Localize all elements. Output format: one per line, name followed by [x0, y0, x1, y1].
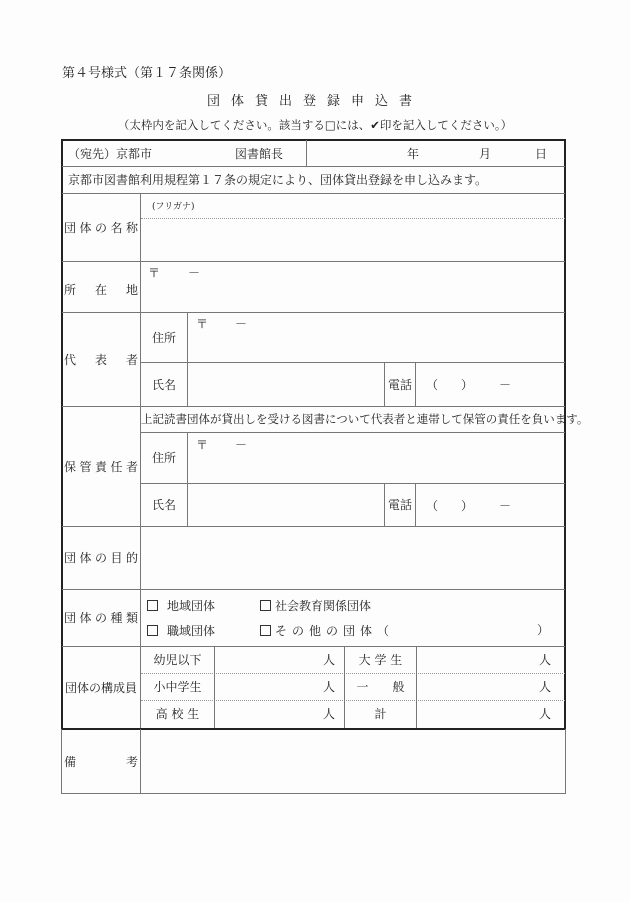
member-count-input[interactable]: 人 — [322, 707, 335, 721]
option-label: 職域団体 — [167, 623, 216, 638]
cust-postal-mark-icon: 〒 — [196, 438, 209, 452]
option-label: 社会教育関係団体 — [275, 598, 372, 613]
addressee-office: 図書館長 — [235, 146, 284, 161]
group-type-label: 団 体 の 種 類 — [64, 611, 138, 625]
group-name-label: 団 体 の 名 称 — [64, 220, 138, 235]
type-option-social-education[interactable] — [260, 596, 371, 614]
location-label: 所 在 地 — [64, 283, 138, 297]
purpose-label: 団 体 の 目 的 — [64, 551, 138, 565]
member-count-input[interactable]: 人 — [538, 680, 551, 694]
type-option-regional[interactable] — [147, 596, 215, 614]
members-label: 団体の構成員 — [64, 680, 137, 695]
member-count-input[interactable]: 人 — [538, 707, 551, 721]
rep-phone-label: 電話 — [387, 377, 412, 392]
location-input[interactable] — [141, 262, 565, 312]
date-field[interactable] — [307, 140, 564, 166]
date-month-label: 月 — [479, 146, 492, 161]
addressee-prefix: （宛先）京都市 — [68, 146, 153, 161]
option-label: その他の団体（ — [275, 623, 395, 638]
rep-phone-open: （ — [426, 378, 439, 392]
purpose-input[interactable] — [141, 527, 565, 589]
member-count-input[interactable]: 人 — [322, 680, 335, 694]
member-category-label: 計 — [374, 707, 387, 721]
form-number: 第４号様式（第１７条関係） — [62, 66, 232, 81]
cust-phone-label: 電話 — [387, 498, 412, 512]
member-category-label: 一 般 — [356, 680, 405, 694]
remarks-input[interactable] — [141, 730, 565, 793]
cust-name-input[interactable] — [188, 484, 384, 526]
postal-dash: － — [188, 266, 201, 280]
member-category-label: 高 校 生 — [155, 707, 200, 721]
cust-name-label: 氏名 — [151, 498, 176, 512]
checkbox-icon[interactable] — [260, 600, 271, 611]
checkbox-icon[interactable] — [260, 625, 271, 636]
cust-phone-dash: － — [499, 498, 512, 513]
custodian-statement: 上記読書団体が貸出しを受ける図書について代表者と連帯して保管の責任を負います。 — [141, 412, 589, 426]
cust-phone-input[interactable] — [416, 484, 565, 526]
date-year-label: 年 — [407, 146, 420, 161]
date-day-label: 日 — [535, 146, 548, 161]
other-type-input[interactable] — [378, 622, 528, 638]
cust-phone-open: （ — [426, 498, 439, 513]
member-category-label: 大 学 生 — [358, 653, 403, 667]
checkbox-icon[interactable] — [147, 600, 158, 611]
rep-phone-close: ） — [461, 378, 474, 392]
group-name-input[interactable] — [141, 219, 565, 261]
type-option-workplace[interactable] — [147, 621, 215, 639]
declaration-text: 京都市図書館利用規程第１７条の規定により、団体貸出登録を申し込みます。 — [68, 173, 488, 187]
representative-label: 代 表 者 — [64, 352, 138, 367]
furigana-label: (フリガナ) — [152, 201, 195, 212]
member-category-label: 幼児以下 — [153, 653, 202, 667]
other-close-paren: ） — [537, 623, 550, 637]
rep-postal-mark-icon: 〒 — [196, 317, 209, 331]
remarks-label: 備 考 — [64, 754, 138, 769]
cust-address-label: 住所 — [151, 451, 176, 465]
rep-phone-input[interactable] — [416, 363, 565, 406]
option-label: 地域団体 — [167, 598, 216, 613]
form-title: 団体貸出登録申込書 — [206, 94, 423, 109]
member-count-input[interactable]: 人 — [322, 653, 335, 667]
checkbox-icon[interactable] — [147, 625, 158, 636]
rep-name-input[interactable] — [188, 363, 384, 406]
instruction-note: （太枠内を記入してください。該当する□には、✔印を記入してください。） — [117, 118, 513, 132]
rep-name-label: 氏名 — [151, 377, 176, 392]
group-name-furigana-input[interactable] — [141, 194, 565, 218]
type-option-other[interactable] — [260, 621, 394, 639]
cust-phone-close: ） — [461, 498, 474, 513]
postal-mark-icon: 〒 — [148, 266, 161, 280]
rep-phone-dash: － — [499, 378, 512, 392]
custodian-label: 保 管 責 任 者 — [64, 459, 138, 474]
cust-postal-dash: － — [235, 438, 248, 452]
rep-address-label: 住所 — [151, 330, 176, 345]
member-category-label: 小中学生 — [153, 680, 202, 694]
rep-postal-dash: － — [235, 317, 248, 331]
member-count-input[interactable]: 人 — [538, 653, 551, 667]
